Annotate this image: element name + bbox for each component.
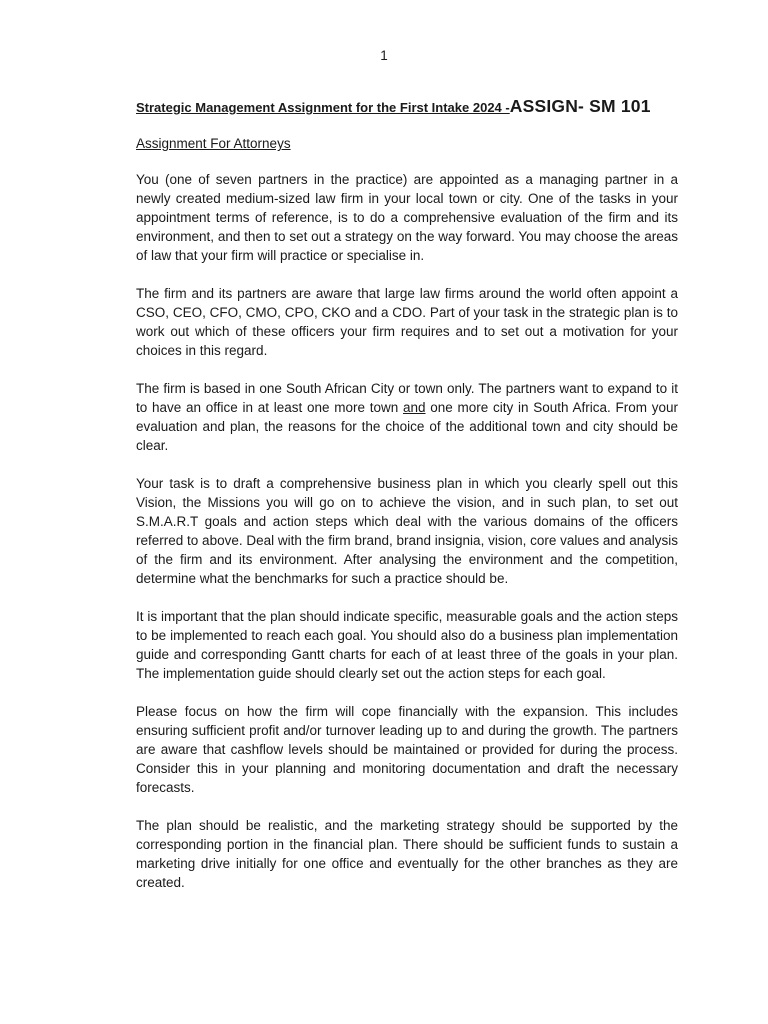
document-title — [136, 94, 678, 120]
document-body — [136, 94, 678, 892]
paragraph-3 — [136, 379, 678, 455]
paragraph-1: You (one of seven partners in the practice) are appointed as a managing partner in a newly created medium-sized law firm in your local town or city. One of the tasks in your appointment terms of reference, is to do a comprehensive evaluation of the firm and its environment, and then to set out a strategy on the way forward. You may choose the areas of law that your firm will practice or specialise in. — [136, 172, 678, 263]
paragraph-3-part-a: The firm is based in one South African City or town only. The partners want to expand to it to have an office in at least one more town — [136, 381, 678, 415]
paragraph-7: The plan should be realistic, and the marketing strategy should be supported by the corresponding portion in the financial plan. There should be sufficient funds to sustain a marketing drive initially for one office and eventually for the other branches as they are created. — [136, 818, 678, 890]
assignment-code: ASSIGN- SM 101 — [509, 96, 651, 116]
paragraph-2: The firm and its partners are aware that large law firms around the world often appoint a CSO, CEO, CFO, CMO, CPO, CKO and a CDO. Part of your task in the strategic plan is to work out which of these officers your firm requires and to set out a motivation for your choices in this regard. — [136, 286, 678, 358]
paragraph-4: Your task is to draft a comprehensive business plan in which you clearly spell out this Vision, the Missions you will go on to achieve the vision, and in such plan, to set out S.M.A.R.T goals and action steps which deal with the various domains of the officers referred to above. Deal with the firm brand, brand insignia, vision, core values and analysis of the firm and its environment. After analysing the environment and the competition, determine what the benchmarks for such a practice should be. — [136, 476, 678, 586]
underlined-and: and — [403, 400, 426, 415]
paragraph-5: It is important that the plan should indicate specific, measurable goals and the action steps to be implemented to reach each goal. You should also do a business plan implementation guide and corresponding Gantt charts for each of at least three of the goals in your plan. The implementation guide should clearly set out the action steps for each goal. — [136, 609, 678, 681]
paragraph-6: Please focus on how the firm will cope financially with the expansion. This includes ensuring sufficient profit and/or turnover leading up to and during the growth. The partners are aware that cashflow levels should be maintained or provided for during the process. Consider this in your planning and monitoring documentation and draft the necessary forecasts. — [136, 704, 678, 795]
paragraph-3-part-b: one more city in South Africa. From your evaluation and plan, the reasons for the choice of the additional town and city should be clear. — [136, 400, 678, 453]
title-main: Strategic Management Assignment for the First Intake 2024 - — [136, 100, 510, 115]
document-subtitle: Assignment For Attorneys — [136, 136, 291, 151]
page-number: 1 — [380, 48, 388, 63]
